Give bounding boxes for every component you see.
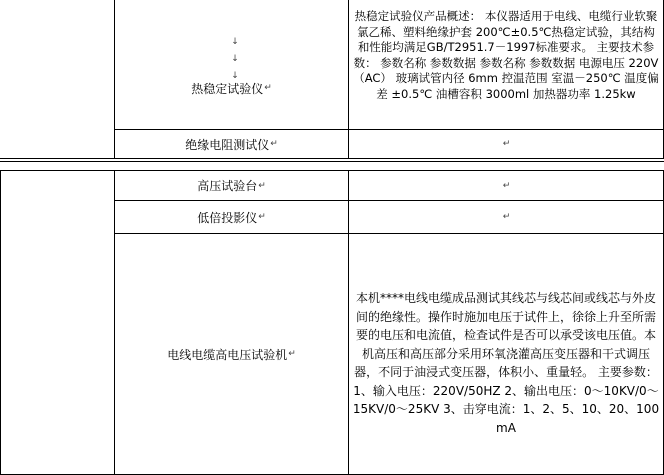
table-row-description-cell xyxy=(349,171,663,200)
paragraph-mark-icon: ↵ xyxy=(264,83,272,93)
table-row-description-cell xyxy=(349,130,663,158)
paragraph-mark-icon: ↵ xyxy=(270,139,278,149)
product-name: 低倍投影仪 xyxy=(197,210,258,225)
paragraph-mark-icon: ↵ xyxy=(258,180,266,191)
table-row-name-cell xyxy=(115,201,348,233)
arrow-mark: ↓ xyxy=(231,37,239,47)
paragraph-mark-icon: ↵ xyxy=(258,212,266,222)
table-row-name-cell xyxy=(115,234,348,474)
product-name: 电线电缆高电压试验机 xyxy=(167,347,288,362)
paragraph-mark-icon: ↵ xyxy=(502,139,511,149)
product-name: 绝缘电阻测试仪 xyxy=(185,137,270,152)
table-row-name-cell xyxy=(115,130,348,158)
product-description: 热稳定试验仪产品概述： 本仪器适用于电线、电缆行业软聚氯乙稀、塑料绝缘护套 200℃±0.5℃热稳定试验，其结构和性能均满足GB/T2951.7－1997标准要求。 主要技术参数： 参数名称 参数数据 参数名称 参数数据 电源电压 220V（AC） 玻璃试管内径 6mm 控温范围 室温－250℃ 温度偏差 ±0.5℃ 油槽容积 3000ml 加热器功率 1.25kw xyxy=(353,9,659,101)
table-row-name-cell xyxy=(115,171,348,200)
paragraph-mark-icon: ↵ xyxy=(502,212,511,222)
table-row-description-cell xyxy=(349,201,663,233)
arrow-mark: ↓ xyxy=(231,71,239,81)
paragraph-mark-icon: ↵ xyxy=(288,349,296,359)
paragraph-mark-icon: ↵ xyxy=(502,180,511,191)
product-name: 高压试验台 xyxy=(197,179,258,193)
arrow-mark: ↓ xyxy=(231,54,239,64)
product-description: 本机****电线电缆成品测试其线芯与线芯间或线芯与外皮间的绝缘性。操作时施加电压于试件上，徐徐上升至所需要的电压和电流值，检查试件是否可以承受该电压值。本机高压和高压部分采用环氧浇灌高压变压器和干式调压器，不同于油浸式变压器，体积小、重量轻。 主要参数：1、输入电压：220V/50HZ 2、输出电压：0～10KV/0～15KV/0～25KV 3、击穿电流：1、2、5、10、20、100mA xyxy=(352,291,660,435)
table-row-name-cell xyxy=(115,70,348,106)
product-name: 热稳定试验仪 xyxy=(191,81,264,96)
